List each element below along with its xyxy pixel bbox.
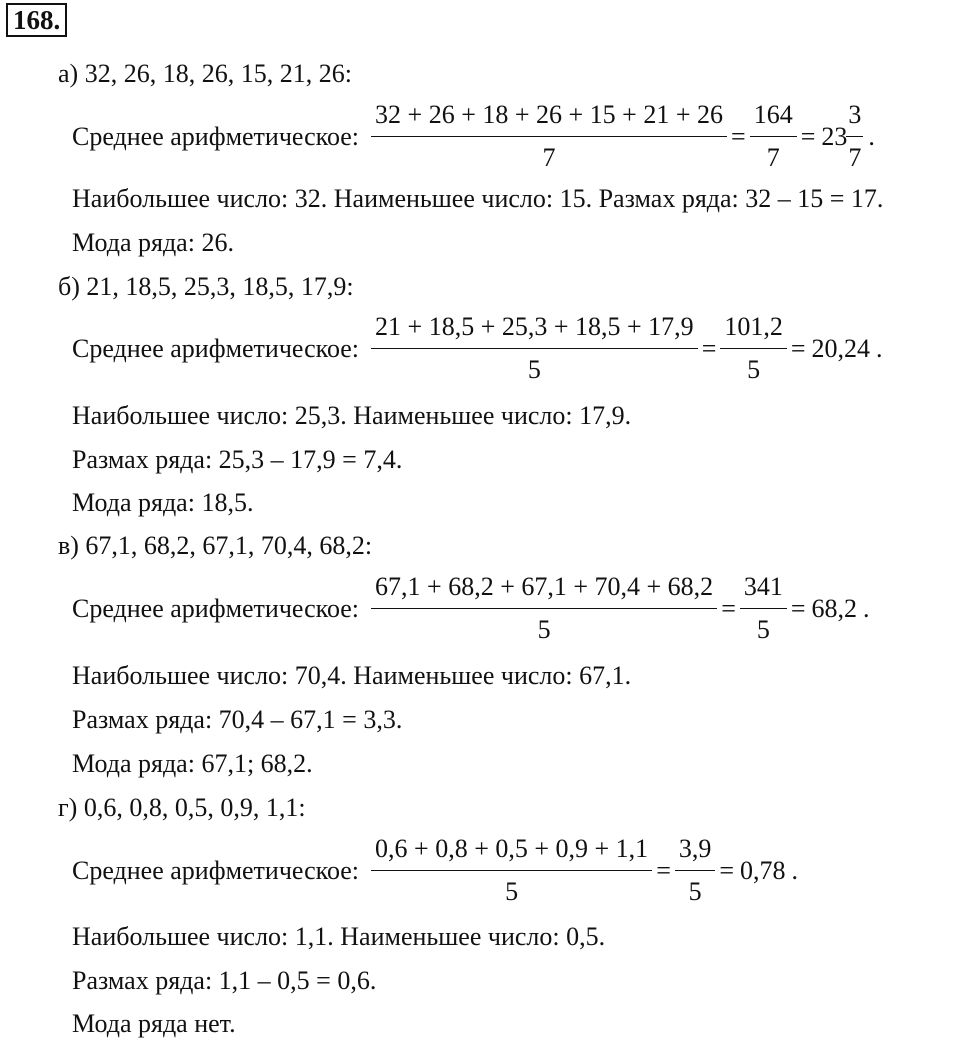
mixed-number-result xyxy=(821,100,862,173)
mid-denominator: 5 xyxy=(675,870,716,907)
mean-label: Среднее арифметическое: xyxy=(72,855,360,885)
result-value: 0,78 xyxy=(740,855,786,885)
sum-denominator: 7 xyxy=(371,136,727,173)
equals-sign: = xyxy=(721,593,736,623)
sum-numerator: 67,1 + 68,2 + 67,1 + 70,4 + 68,2 xyxy=(375,572,714,601)
part-c-header: в) 67,1, 68,2, 67,1, 70,4, 68,2: xyxy=(58,531,373,560)
sum-denominator: 5 xyxy=(371,870,652,907)
sum-numerator: 32 + 26 + 18 + 26 + 15 + 21 + 26 xyxy=(375,100,724,129)
part-a-header: а) 32, 26, 18, 26, 15, 21, 26: xyxy=(58,59,352,88)
mid-denominator: 5 xyxy=(720,348,787,385)
sum-numerator: 0,6 + 0,8 + 0,5 + 0,9 + 1,1 xyxy=(375,834,649,863)
part-d-line-2: Размах ряда: 1,1 – 0,5 = 0,6. xyxy=(72,966,377,995)
part-b-line-1: Наибольшее число: 25,3. Наименьшее число: 17,9. xyxy=(72,401,632,430)
part-c-line-2: Размах ряда: 70,4 – 67,1 = 3,3. xyxy=(72,705,403,734)
equals-sign: = xyxy=(790,333,806,363)
mid-fraction xyxy=(752,100,795,173)
period: . xyxy=(876,333,883,363)
result-fraction xyxy=(847,100,862,173)
part-c-mean-row xyxy=(72,572,870,645)
part-b-line-2: Размах ряда: 25,3 – 17,9 = 7,4. xyxy=(72,445,403,474)
mean-label: Среднее арифметическое: xyxy=(72,121,360,151)
result-denominator: 7 xyxy=(846,136,863,173)
equals-sign: = xyxy=(731,121,746,151)
mean-label: Среднее арифметическое: xyxy=(72,333,360,363)
problem-number: 168. xyxy=(6,3,67,37)
sum-fraction xyxy=(373,834,650,907)
mid-fraction xyxy=(677,834,714,907)
sum-numerator: 21 + 18,5 + 25,3 + 18,5 + 17,9 xyxy=(375,312,694,341)
sum-fraction xyxy=(373,100,725,173)
mid-fraction xyxy=(722,312,785,385)
part-d-line-1: Наибольшее число: 1,1. Наименьшее число: 0,5. xyxy=(72,922,606,951)
mid-denominator: 7 xyxy=(750,136,797,173)
equals-sign: = xyxy=(719,855,735,885)
sum-denominator: 5 xyxy=(371,608,717,645)
part-d-mean-row xyxy=(72,834,798,907)
mid-numerator: 3,9 xyxy=(678,834,712,863)
part-b-line-3: Мода ряда: 18,5. xyxy=(72,488,254,517)
result-numerator: 3 xyxy=(848,100,862,129)
equals-sign: = xyxy=(790,593,806,623)
part-b-mean-row xyxy=(72,312,883,385)
mid-numerator: 101,2 xyxy=(724,312,783,341)
part-d-header: г) 0,6, 0,8, 0,5, 0,9, 1,1: xyxy=(58,793,306,822)
sum-fraction xyxy=(373,572,715,645)
part-b-header: б) 21, 18,5, 25,3, 18,5, 17,9: xyxy=(58,272,354,301)
sum-denominator: 5 xyxy=(371,348,698,385)
sum-fraction xyxy=(373,312,696,385)
result-whole: 23 xyxy=(821,121,848,151)
equals-sign: = xyxy=(800,121,816,151)
period: . xyxy=(863,593,870,623)
mean-label: Среднее арифметическое: xyxy=(72,593,360,623)
part-a-line-2: Мода ряда: 26. xyxy=(72,228,234,257)
part-c-line-3: Мода ряда: 67,1; 68,2. xyxy=(72,749,313,778)
part-d-line-3: Мода ряда нет. xyxy=(72,1009,236,1038)
equals-sign: = xyxy=(701,333,717,363)
part-a-mean-row xyxy=(72,100,875,173)
part-a-line-1: Наибольшее число: 32. Наименьшее число: 15. Размах ряда: 32 – 15 = 17. xyxy=(72,184,884,213)
period: . xyxy=(868,121,875,151)
mid-fraction xyxy=(742,572,785,645)
result-value: 68,2 xyxy=(811,593,858,623)
period: . xyxy=(791,855,799,885)
part-c-line-1: Наибольшее число: 70,4. Наименьшее число: 67,1. xyxy=(72,661,632,690)
mid-numerator: 341 xyxy=(743,572,783,601)
equals-sign: = xyxy=(656,855,671,885)
result-value: 20,24 xyxy=(811,333,871,363)
mid-numerator: 164 xyxy=(753,100,793,129)
mid-denominator: 5 xyxy=(740,608,787,645)
